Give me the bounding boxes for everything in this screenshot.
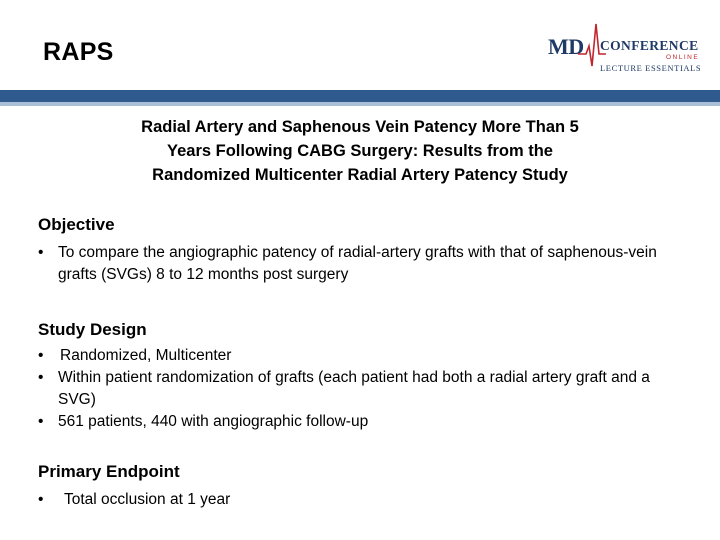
header-band-light xyxy=(0,102,720,106)
study-title-line: Randomized Multicenter Radial Artery Patency Study xyxy=(152,166,568,184)
logo-subtitle-text: LECTURE ESSENTIALS xyxy=(600,63,702,73)
bullet-text: 561 patients, 440 with angiographic follow-up xyxy=(58,413,369,430)
bullet-text: Within patient randomization of grafts (each patient had both a radial artery graft and a SVG) xyxy=(58,369,650,408)
logo-md-text: MD xyxy=(548,34,584,59)
primary-endpoint-bullet xyxy=(38,489,231,511)
objective-heading: Objective xyxy=(38,215,115,234)
bullet-glyph: • xyxy=(38,244,44,261)
header-band-dark xyxy=(0,90,720,102)
bullet-text: Total occlusion at 1 year xyxy=(64,491,231,508)
study-title-line: Years Following CABG Surgery: Results from the xyxy=(167,142,553,160)
study-design-bullet xyxy=(38,367,650,408)
study-title xyxy=(80,115,640,187)
objective-bullet xyxy=(38,242,657,283)
study-design-heading: Study Design xyxy=(38,320,147,339)
bullet-glyph: • xyxy=(38,491,44,508)
primary-endpoint-heading: Primary Endpoint xyxy=(38,462,180,481)
logo-conference-text: CONFERENCE xyxy=(600,38,699,53)
bullet-glyph: • xyxy=(38,413,44,430)
md-conference-logo xyxy=(548,20,708,82)
study-title-line: Radial Artery and Saphenous Vein Patency More Than 5 xyxy=(141,118,579,136)
bullet-text: Randomized, Multicenter xyxy=(60,347,232,364)
study-design-bullet xyxy=(38,411,369,433)
bullet-glyph: • xyxy=(38,347,44,364)
study-design-bullet xyxy=(38,345,232,367)
bullet-text: To compare the angiographic patency of radial-artery grafts with that of saphenous-vein grafts (SVGs) 8 to 12 months post surgery xyxy=(58,244,657,283)
logo-online-text: ONLINE xyxy=(666,54,700,61)
slide-title: RAPS xyxy=(43,38,114,66)
bullet-glyph: • xyxy=(38,369,44,386)
